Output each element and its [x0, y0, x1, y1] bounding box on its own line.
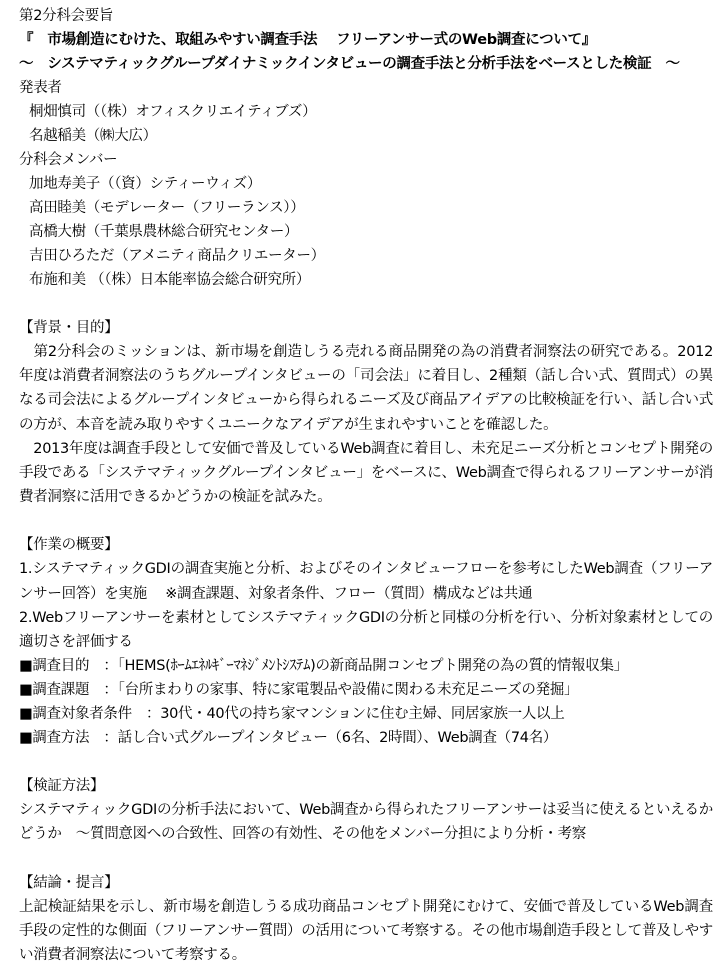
overview-paragraph: 1.システマティックGDIの調査実施と分析、およびそのインタビューフローを参考にしたWeb調査（フリーアンサー回答）を実施 ※調査課題、対象者条件、フロー（質問）構成などは共通	[19, 561, 713, 602]
presenter-item: 桐畑慎司（（株）オフィスクリエイティブズ）	[29, 104, 317, 120]
member-item: 高橋大樹（千葉県農林総合研究センター）	[29, 224, 299, 240]
overview-item-target: ■調査対象者条件 ：30代・40代の持ち家マンションに住む主婦、同居家族一人以上	[19, 706, 565, 723]
overview-body	[19, 557, 713, 654]
member-item: 布施和美 （（株）日本能率協会総合研究所）	[29, 272, 311, 288]
overview-heading: 【作業の概要】	[19, 537, 119, 554]
members-heading: 分科会メンバー	[19, 152, 118, 168]
method-heading: 【検証方法】	[19, 778, 105, 795]
spacer	[19, 847, 713, 871]
background-paragraph: 第2分科会のミッションは、新市場を創造しうる売れる商品開発の為の消費者洞察法の研究である。2012年度は消費者洞察法のうちグループインタビューの「司会法」に着目し、2種類（話し合い式、質問式）の異なる司会法によるグループインタビューから得られるニーズ及び商品アイデアの比較検証を行い、話し合い式の方が、本音を読み取りやすくユニークなアイデアが生まれやすいことを確認した。	[19, 344, 713, 433]
overview-item-method: ■調査方法 ：話し合い式グループインタビュー（6名、2時間）、Web調査（74名）	[19, 730, 558, 747]
spacer	[19, 292, 713, 316]
presenter-item: 名越稲美（㈱大広）	[29, 128, 157, 144]
presenters-heading: 発表者	[19, 80, 62, 96]
conclusion-paragraph: 上記検証結果を示し、新市場を創造しうる成功商品コンセプト開発にむけて、安価で普及しているWeb調査手段の定性的な側面（フリーアンサー質問）の活用について考察する。その他市場創造手段として普及しやすい消費者洞察法について考察する。	[19, 898, 713, 964]
background-heading: 【背景・目的】	[19, 320, 119, 336]
member-item: 加地寿美子（（資）シティーウィズ）	[29, 176, 262, 192]
conclusion-body	[19, 895, 713, 967]
member-item: 高田睦美（モデレーター（フリーランス））	[29, 200, 305, 216]
spacer	[19, 750, 713, 774]
overview-paragraph: 2.Webフリーアンサーを素材としてシステマティックGDIの分析と同様の分析を行い、分析対象素材としての適切さを評価する	[19, 609, 713, 651]
overview-item-topic: ■調査課題 ：「台所まわりの家事、特に家電製品や設備に関わる未充足ニーズの発掘」	[19, 682, 579, 699]
conclusion-heading: 【結論・提言】	[19, 874, 119, 891]
subcommittee-label: 第2分科会要旨	[19, 8, 114, 24]
overview-item-purpose: ■調査目的 ：「HEMS(ﾎｰﾑｴﾈﾙｷﾞｰﾏﾈｼﾞﾒﾝﾄｼｽﾃﾑ)の新商品開コンセプト開発の為の質的情報収集」	[19, 658, 628, 675]
member-item: 吉田ひろただ（アメニティ商品クリエーター）	[29, 248, 325, 264]
method-body	[19, 798, 713, 846]
document-subtitle: ～ システマティックグループダイナミックインタビューの調査手法と分析手法をベースとした検証 ～	[19, 56, 680, 72]
spacer	[19, 509, 713, 533]
method-paragraph: システマティックGDIの分析手法において、Web調査から得られたフリーアンサーは妥当に使えるといえるかどうか ～質問意図への合致性、回答の有効性、その他をメンバー分担により分析・考察	[19, 802, 713, 843]
background-body	[19, 340, 713, 509]
document-title: 『 市場創造にむけた、取組みやすい調査手法 フリーアンサー式のWeb調査について』	[19, 32, 596, 48]
document	[19, 4, 713, 967]
background-paragraph: 2013年度は調査手段として安価で普及しているWeb調査に着目し、未充足ニーズ分析とコンセプト開発の手段である「システマティックグループインタビュー」をベースに、Web調査で得られるフリーアンサーが消費者洞察に活用できるかどうかの検証を試みた。	[19, 440, 713, 506]
